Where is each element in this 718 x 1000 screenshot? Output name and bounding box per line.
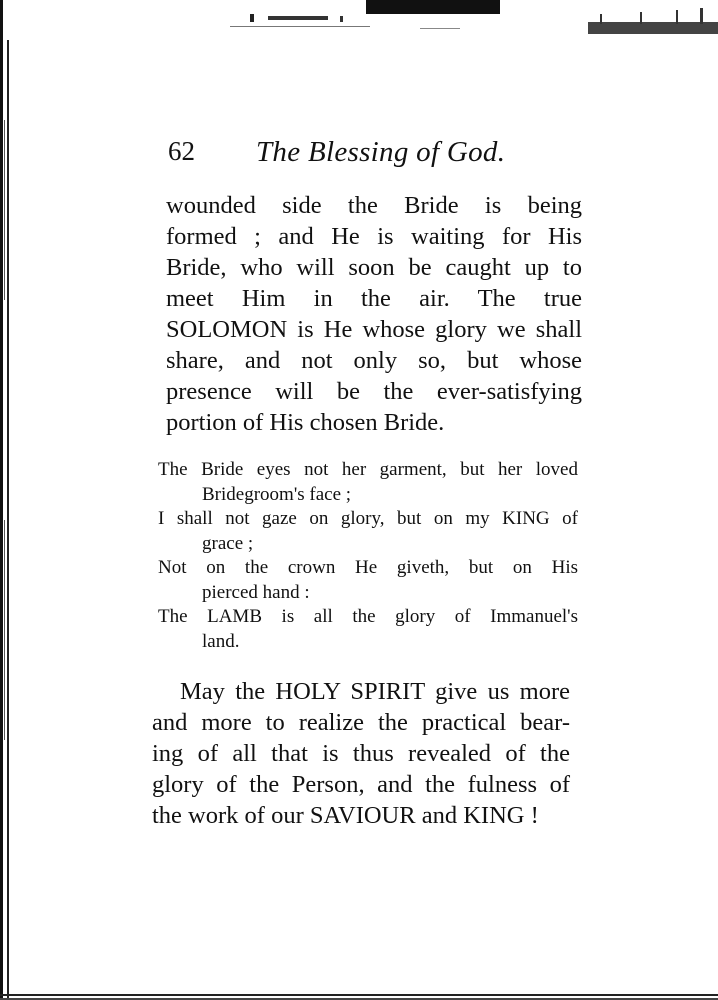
verse-line: The LAMB is all the glory of Immanuel's	[158, 606, 578, 627]
text-line: the work of our SAVIOUR and KING !	[152, 802, 539, 829]
text-line: portion of His chosen Bride.	[166, 409, 445, 436]
text-line: meet Him in the air. The true	[166, 285, 582, 312]
verse-line-continuation: grace ;	[202, 532, 254, 554]
verse-line-continuation: pierced hand :	[202, 581, 310, 603]
verse-block	[158, 458, 578, 654]
text-line: wounded side the Bride is being	[166, 192, 582, 219]
verse-line: I shall not gaze on glory, but on my KING of	[158, 508, 578, 529]
verse-line-continuation: land.	[202, 630, 240, 652]
scan-edge-left	[0, 0, 14, 1000]
verse-line: The Bride eyes not her garment, but her loved	[158, 459, 578, 480]
verse-line-continuation: Bridegroom's face ;	[202, 483, 352, 505]
text-line: May the HOLY SPIRIT give us more	[180, 678, 570, 705]
text-line: Bride, who will soon be caught up to	[166, 254, 582, 281]
text-line: SOLOMON is He whose glory we shall	[166, 316, 582, 343]
paragraph-2	[152, 676, 570, 831]
text-line: and more to realize the practical bear-	[152, 709, 570, 736]
scan-edge-bottom	[0, 988, 718, 1000]
paragraph-1	[166, 190, 582, 438]
page-number: 62	[168, 136, 195, 166]
text-line: glory of the Person, and the fulness of	[152, 771, 570, 798]
text-line: presence will be the ever-satisfying	[166, 378, 582, 405]
text-line: share, and not only so, but whose	[166, 347, 582, 374]
text-line: ing of all that is thus revealed of the	[152, 740, 570, 767]
running-title: The Blessing of God.	[256, 136, 506, 168]
scan-edge-top	[0, 0, 718, 40]
text-line: formed ; and He is waiting for His	[166, 223, 582, 250]
page-header	[168, 136, 588, 176]
verse-line: Not on the crown He giveth, but on His	[158, 557, 578, 578]
